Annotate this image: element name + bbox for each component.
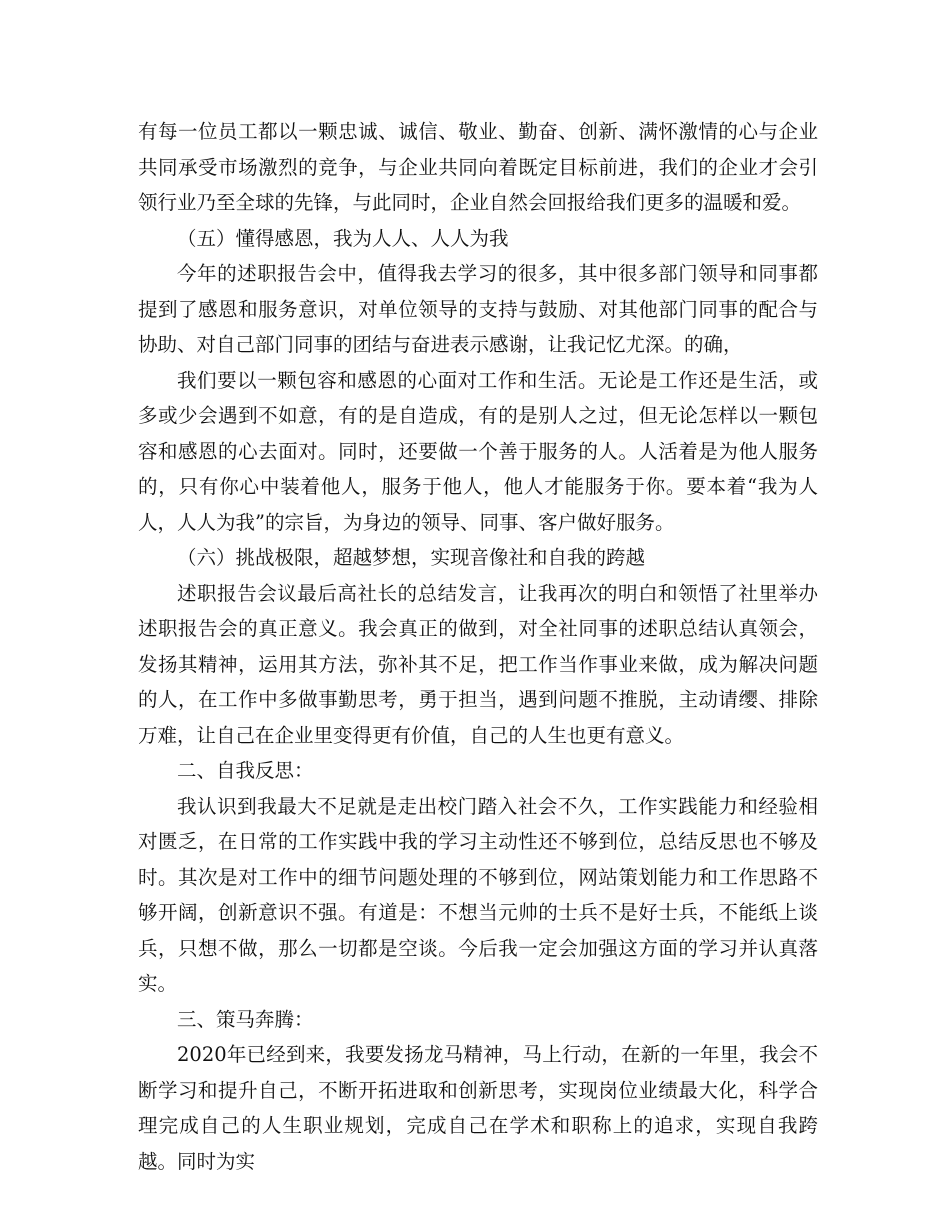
paragraph: 我认识到我最大不足就是走出校门踏入社会不久，工作实践能力和经验相对匮乏，在日常的工作实践中我的学习主动性还不够到位，总结反思也不够及时。其次是对工作中的细节问题处理的不够到位，网站策划能力和工作思路不够开阔，创新意识不强。有道是：不想当元帅的士兵不是好士兵，不能纸上谈兵，只想不做，那么一切都是空谈。今后我一定会加强这方面的学习并认真落实。 [138, 794, 818, 995]
paragraph: 今年的述职报告会中，值得我去学习的很多，其中很多部门领导和同事都提到了感恩和服务意识，对单位领导的支持与鼓励、对其他部门同事的配合与协助、对自己部门同事的团结与奋进表示感谢，让我记忆尤深。的确， [138, 262, 818, 356]
paragraph: 述职报告会议最后高社长的总结发言，让我再次的明白和领悟了社里举办述职报告会的真正意义。我会真正的做到，对全社同事的述职总结认真领会，发扬其精神，运用其方法，弥补其不足，把工作当作事业来做，成为解决问题的人，在工作中多做事勤思考，勇于担当，遇到问题不推脱，主动请缨、排除万难，让自己在企业里变得更有价值，自己的人生也更有意义。 [138, 581, 818, 747]
paragraph: 有每一位员工都以一颗忠诚、诚信、敬业、勤奋、创新、满怀激情的心与企业共同承受市场激烈的竞争，与企业共同向着既定目标前进，我们的企业才会引领行业乃至全球的先锋，与此同时，企业自然会回报给我们更多的温暖和爱。 [138, 120, 818, 214]
section-heading: （六）挑战极限，超越梦想，实现音像社和自我的跨越 [177, 546, 646, 569]
paragraph: 我们要以一颗包容和感恩的心面对工作和生活。无论是工作还是生活，或多或少会遇到不如意，有的是自造成，有的是别人之过，但无论怎样以一颗包容和感恩的心去面对。同时，还要做一个善于服务的人。人活着是为他人服务的，只有你心中装着他人，服务于他人，他人才能服务于你。要本着“我为人人，人人为我”的宗旨，为身边的领导、同事、客户做好服务。 [138, 368, 818, 534]
document-page [138, 114, 818, 1179]
section-heading: 三、策马奔腾： [177, 1007, 314, 1031]
section-heading: （五）懂得感恩，我为人人、人人为我 [177, 226, 509, 250]
paragraph: 2020年已经到来，我要发扬龙马精神，马上行动，在新的一年里，我会不断学习和提升自己，不断开拓进取和创新思考，实现岗位业绩最大化，科学合理完成自己的人生职业规划，完成自己在学术和职称上的追求，实现自我跨越。同时为实 [138, 1043, 818, 1173]
section-heading: 二、自我反思： [177, 759, 314, 782]
